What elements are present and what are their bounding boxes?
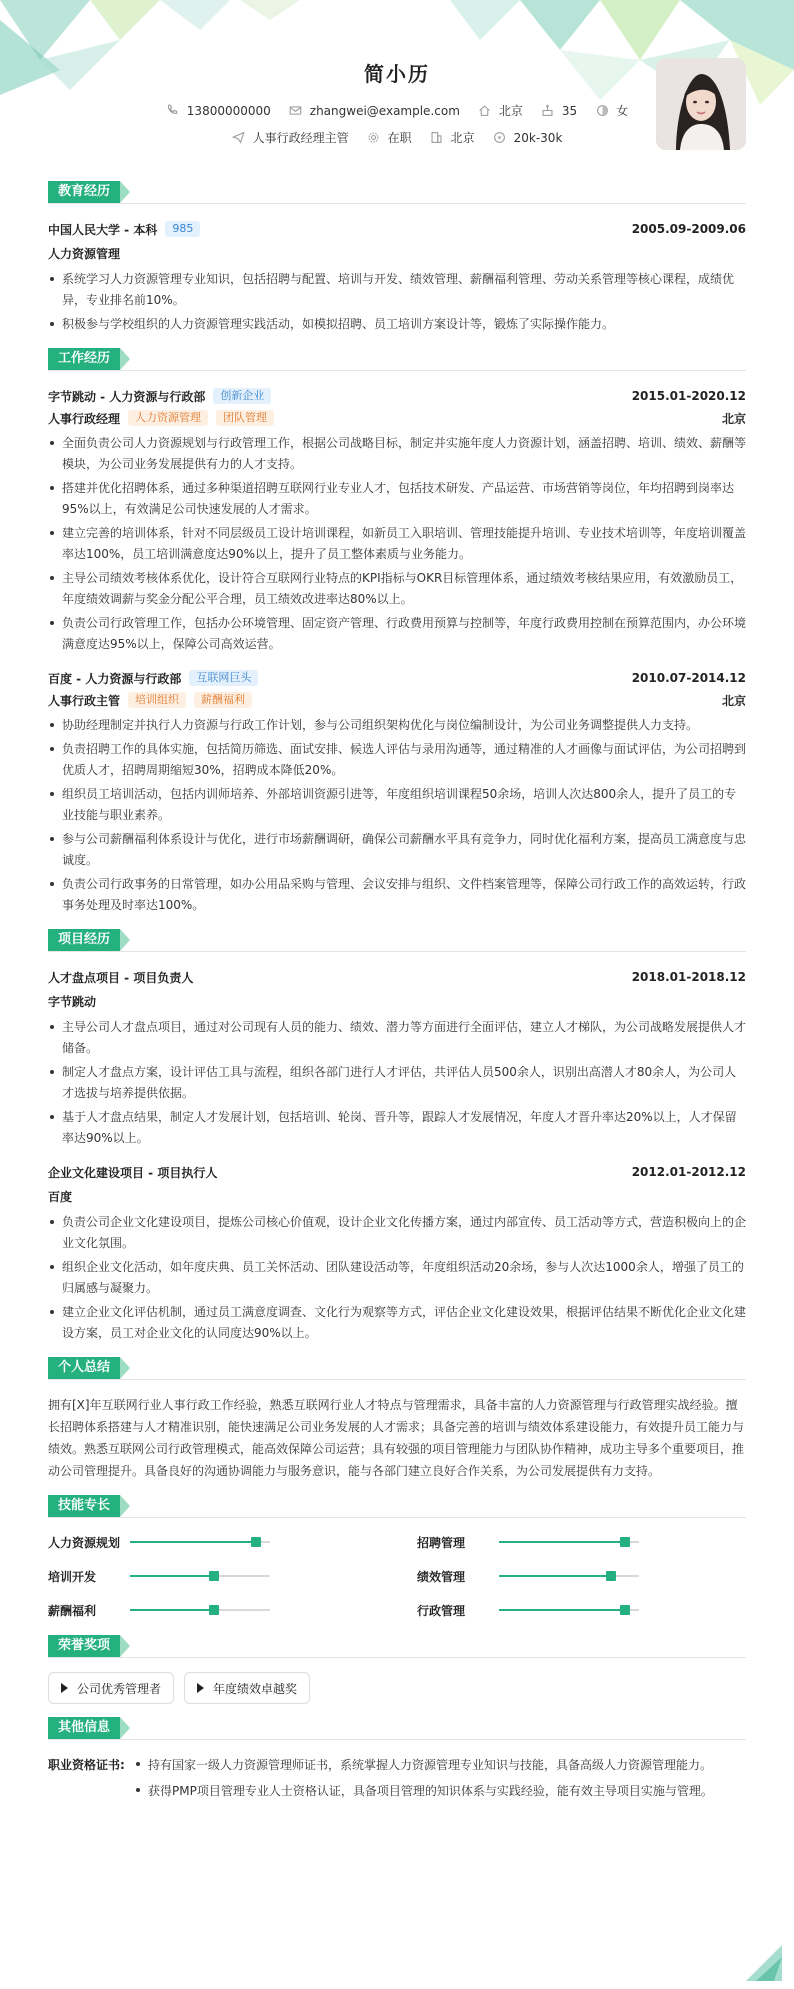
entry-title [48, 670, 258, 687]
work-entry [48, 385, 746, 655]
school-tag: 985 [165, 221, 200, 237]
section-title: 其他信息 [48, 1717, 120, 1739]
skill-bar [499, 1541, 639, 1543]
section-title: 项目经历 [48, 929, 120, 951]
gender-info [595, 102, 628, 119]
work-entry [48, 667, 746, 916]
list-item: 负责招聘工作的具体实施，包括简历筛选、面试安排、候选人评估与录用沟通等，通过精准的人才画像与面试评估，为公司招聘到优质人才，招聘周期缩短30%，招聘成本降低20%。 [48, 739, 746, 781]
project-company: 字节跳动 [48, 995, 97, 1009]
other-header [48, 1716, 746, 1740]
section-title: 荣誉奖项 [48, 1635, 120, 1657]
certificates-label: 职业资格证书: [48, 1758, 125, 1772]
skill-name: 薪酬福利 [48, 1603, 97, 1618]
gender-text: 女 [616, 104, 629, 118]
email-text: zhangwei@example.com [309, 103, 460, 118]
play-icon [61, 1683, 68, 1693]
list-item: 负责公司行政管理工作，包括办公环境管理、固定资产管理、行政费用预算与控制等，年度行政费用控制在预算范围内，办公环境满意度达95%以上，保障公司高效运营。 [48, 613, 746, 655]
role-tag: 人力资源管理 [128, 410, 208, 426]
skill-bar [499, 1609, 639, 1611]
age-info [541, 104, 577, 118]
education-section [48, 180, 746, 335]
list-item: 建立完善的培训体系，针对不同层级员工设计培训课程，如新员工入职培训、管理技能提升培训、专业技术培训等，年度培训覆盖率达100%，员工培训满意度达90%以上，提升了员工整体素质与业务能力。 [48, 523, 746, 565]
status-info [367, 129, 412, 146]
award-label: 年度绩效卓越奖 [213, 1681, 298, 1696]
entry-date: 2015.01-2020.12 [631, 389, 746, 403]
role-tag: 团队管理 [216, 410, 274, 426]
project-name: 企业文化建设项目 - 项目执行人 [48, 1165, 218, 1180]
target-city-text: 北京 [450, 131, 475, 145]
award-label: 公司优秀管理者 [77, 1681, 162, 1696]
project-company: 百度 [48, 1190, 73, 1204]
projects-section [48, 928, 746, 1344]
work-header [48, 347, 746, 371]
skill-bar-fill [499, 1609, 625, 1611]
skill-item [417, 1530, 746, 1554]
awards-list [48, 1672, 746, 1704]
bullet-list [134, 1754, 746, 1806]
summary-text: 拥有[X]年互联网行业人事行政工作经验，熟悉互联网行业人才特点与管理需求，具备丰富的人力资源管理与行政管理实战经验。擅长招聘体系搭建与人才精准识别，能快速满足公司业务发展的人才需求；具备完善的培训与绩效体系建设能力，有效提升员工能力与绩效。熟悉互联网公司行政管理模式，能高效保障公司运营；具有较强的项目管理能力与团队协作精神，成功主导多个重要项目，推动公司管理提升。具备良好的沟通协调能力与服务意识，能与各部门建立良好合作关系，为公司发展提供有力支持。 [48, 1398, 745, 1478]
resume-header [48, 0, 746, 168]
list-item: 参与公司薪酬福利体系设计与优化，进行市场薪酬调研，确保公司薪酬水平具有竞争力，同时优化福利方案，提高员工满意度与忠诚度。 [48, 829, 746, 871]
entry-title [48, 221, 200, 238]
skill-item [48, 1564, 377, 1588]
awards-header [48, 1634, 746, 1658]
skills-header [48, 1494, 746, 1518]
awards-section [48, 1634, 746, 1704]
email-icon [289, 104, 303, 118]
skill-bar-knob [620, 1537, 630, 1547]
award-badge [184, 1672, 310, 1704]
list-item: 主导公司绩效考核体系优化，设计符合互联网行业特点的KPI指标与OKR目标管理体系，通过绩效考核结果应用，有效激励员工，年度绩效调薪与奖金分配公平合理，员工绩效改进率达80%以上。 [48, 568, 746, 610]
school-name: 中国人民大学 - 本科 [48, 222, 158, 237]
list-item: 协助经理制定并执行人力资源与行政工作计划，参与公司组织架构优化与岗位编制设计，为公司业务调整提供人力支持。 [48, 715, 746, 736]
skill-name: 人力资源规划 [48, 1535, 121, 1550]
skill-bar [130, 1541, 270, 1543]
summary-section [48, 1356, 746, 1482]
skill-bar-fill [130, 1609, 214, 1611]
profile-photo [656, 58, 746, 150]
project-entry [48, 1161, 746, 1344]
entry-head-row [48, 218, 746, 240]
projects-header [48, 928, 746, 952]
skill-bar-knob [209, 1605, 219, 1615]
role-name: 人事行政经理 [48, 411, 121, 426]
phone-icon [166, 104, 180, 118]
job-intent-row [48, 129, 746, 146]
bullet-list [48, 1017, 746, 1149]
list-item: 负责公司行政事务的日常管理，如办公用品采购与管理、会议安排与组织、文件档案管理等，保障公司行政工作的高效运转，行政事务处理及时率达100%。 [48, 874, 746, 916]
work-section [48, 347, 746, 916]
list-item: 负责公司企业文化建设项目，提炼公司核心价值观，设计企业文化传播方案，通过内部宣传、员工活动等方式，营造积极向上的企业文化氛围。 [48, 1212, 746, 1254]
entry-head-row [48, 1161, 746, 1183]
list-item: 获得PMP项目管理专业人士资格认证，具备项目管理的知识体系与实践经验，能有效主导项目实施与管理。 [134, 1780, 746, 1802]
skill-name: 招聘管理 [417, 1535, 466, 1550]
corner-decoration [746, 1945, 782, 1981]
skill-bar [130, 1575, 270, 1577]
major-name: 人力资源管理 [48, 247, 121, 261]
skill-bar-knob [606, 1571, 616, 1581]
role-tag: 培训组织 [128, 692, 186, 708]
bullet-list [48, 433, 746, 655]
city-text: 北京 [498, 104, 523, 118]
skill-item [417, 1564, 746, 1588]
skill-name: 绩效管理 [417, 1569, 466, 1584]
role-title [48, 692, 252, 709]
skill-bar-fill [499, 1541, 625, 1543]
salary-text: 20k-30k [513, 130, 563, 145]
position-text: 人事行政经理主管 [252, 131, 349, 145]
role-name: 人事行政主管 [48, 693, 121, 708]
role-row [48, 407, 746, 429]
skill-item [417, 1598, 746, 1622]
city-info [478, 102, 523, 119]
project-entry [48, 966, 746, 1149]
company-tag: 创新企业 [213, 388, 271, 404]
home-icon [478, 104, 492, 118]
work-city: 北京 [721, 693, 746, 708]
education-header [48, 180, 746, 204]
contact-row [48, 102, 746, 119]
company-tag: 互联网巨头 [189, 670, 258, 686]
work-city: 北京 [721, 411, 746, 426]
list-item: 组织员工培训活动，包括内训师培养、外部培训资源引进等，年度组织培训课程50余场，培训人次达800余人，提升了员工的专业技能与职业素养。 [48, 784, 746, 826]
company-name: 字节跳动 - 人力资源与行政部 [48, 389, 206, 404]
project-name: 人才盘点项目 - 项目负责人 [48, 970, 194, 985]
other-section [48, 1716, 746, 1806]
skills-section [48, 1494, 746, 1622]
bullet-list [48, 715, 746, 916]
list-item: 建立企业文化评估机制，通过员工满意度调查、文化行为观察等方式，评估企业文化建设效果，根据评估结果不断优化企业文化建设方案，员工对企业文化的认同度达90%以上。 [48, 1302, 746, 1344]
coin-icon [493, 131, 507, 145]
role-tag: 薪酬福利 [194, 692, 252, 708]
status-text: 在职 [387, 131, 412, 145]
phone-info [166, 104, 271, 118]
company-name: 百度 - 人力资源与行政部 [48, 671, 182, 686]
entry-date: 2005.09-2009.06 [631, 222, 746, 236]
award-badge [48, 1672, 174, 1704]
entry-head-row [48, 385, 746, 407]
list-item: 制定人才盘点方案，设计评估工具与流程，组织各部门进行人才评估，共评估人员500余人，识别出高潜人才80余人，为公司人才选拔与培养提供依据。 [48, 1062, 746, 1104]
gear-icon [367, 131, 381, 145]
skill-bar-knob [209, 1571, 219, 1581]
list-item: 组织企业文化活动，如年度庆典、员工关怀活动、团队建设活动等，年度组织活动20余场，参与人次达1000余人，增强了员工的归属感与凝聚力。 [48, 1257, 746, 1299]
play-icon [197, 1683, 204, 1693]
entry-date: 2012.01-2012.12 [631, 1165, 746, 1179]
list-item: 搭建并优化招聘体系，通过多种渠道招聘互联网行业专业人才，包括技术研发、产品运营、市场营销等岗位，年均招聘到岗率达95%以上，有效满足公司快速发展的人才需求。 [48, 478, 746, 520]
list-item: 持有国家一级人力资源管理师证书，系统掌握人力资源管理专业知识与技能，具备高级人力资源管理能力。 [134, 1754, 746, 1776]
list-item: 系统学习人力资源管理专业知识，包括招聘与配置、培训与开发、绩效管理、薪酬福利管理、劳动关系管理等核心课程，成绩优异，专业排名前10%。 [48, 269, 746, 311]
skill-bar [499, 1575, 639, 1577]
certificates-block [48, 1754, 746, 1806]
role-title [48, 410, 274, 427]
skill-bar-knob [620, 1605, 630, 1615]
skill-item [48, 1530, 377, 1554]
skill-name: 培训开发 [48, 1569, 97, 1584]
send-icon [232, 131, 246, 145]
skill-name: 行政管理 [417, 1603, 466, 1618]
list-item: 主导公司人才盘点项目，通过对公司现有人员的能力、绩效、潜力等方面进行全面评估，建立人才梯队，为公司战略发展提供人才储备。 [48, 1017, 746, 1059]
email-info [289, 104, 460, 118]
list-item: 全面负责公司人力资源规划与行政管理工作，根据公司战略目标，制定并实施年度人力资源计划，涵盖招聘、培训、绩效、薪酬等模块，为公司业务发展提供有力的人才支持。 [48, 433, 746, 475]
entry-date: 2018.01-2018.12 [631, 970, 746, 984]
skills-grid [48, 1530, 746, 1622]
target-city-info [430, 129, 475, 146]
bullet-list [48, 269, 746, 335]
entry-head-row [48, 667, 746, 689]
section-title: 技能专长 [48, 1495, 120, 1517]
skill-bar-fill [130, 1575, 214, 1577]
education-entry [48, 218, 746, 335]
cake-icon [541, 104, 555, 118]
skill-bar-fill [130, 1541, 256, 1543]
skill-bar-fill [499, 1575, 611, 1577]
skill-bar-knob [251, 1537, 261, 1547]
role-row [48, 689, 746, 711]
candidate-name: 简小历 [364, 62, 430, 86]
age-text: 35 [561, 103, 578, 118]
skill-item [48, 1598, 377, 1622]
summary-header [48, 1356, 746, 1380]
section-title: 个人总结 [48, 1357, 120, 1379]
building-icon [430, 131, 444, 145]
section-title: 教育经历 [48, 181, 120, 203]
entry-date: 2010.07-2014.12 [631, 671, 746, 685]
salary-info [493, 131, 563, 145]
section-title: 工作经历 [48, 348, 120, 370]
list-item: 基于人才盘点结果，制定人才发展计划，包括培训、轮岗、晋升等，跟踪人才发展情况，年度人才晋升率达20%以上，人才保留率达90%以上。 [48, 1107, 746, 1149]
entry-title [48, 388, 271, 405]
list-item: 积极参与学校组织的人力资源管理实践活动，如模拟招聘、员工培训方案设计等，锻炼了实际操作能力。 [48, 314, 746, 335]
skill-bar [130, 1609, 270, 1611]
phone-text: 13800000000 [186, 103, 271, 118]
position-info [232, 129, 349, 146]
entry-head-row [48, 966, 746, 988]
bullet-list [48, 1212, 746, 1344]
gender-icon [595, 104, 609, 118]
